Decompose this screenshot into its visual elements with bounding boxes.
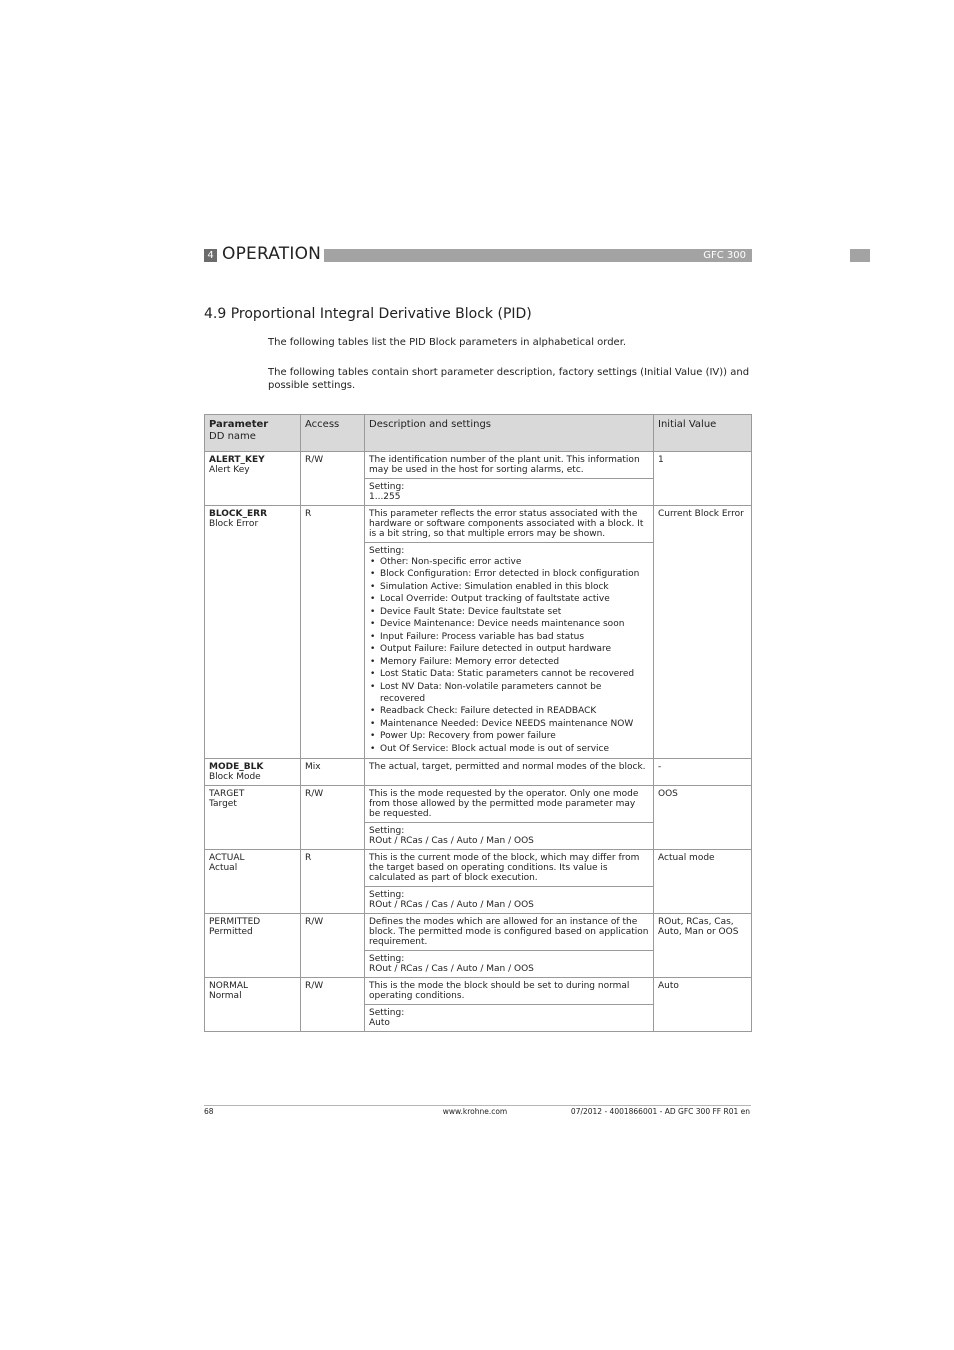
chapter-number: 4 xyxy=(204,249,217,262)
setting-value: ROut / RCas / Cas / Auto / Man / OOS xyxy=(369,900,534,911)
header-initial-value: Initial Value xyxy=(654,415,752,452)
table-row xyxy=(205,506,752,543)
param-cell xyxy=(205,914,301,978)
list-item: • Maintenance Needed: Device NEEDS maintenance NOW xyxy=(380,718,649,730)
product-name: GFC 300 xyxy=(703,250,746,261)
chapter-title: OPERATION xyxy=(222,244,322,264)
settings-cell xyxy=(365,951,654,978)
setting-label: Setting: xyxy=(369,546,405,556)
param-name: NORMAL xyxy=(209,981,249,992)
list-item: • Input Failure: Process variable has bad status xyxy=(380,631,649,643)
setting-label: Setting: xyxy=(369,826,405,837)
initial-value-cell: 1 xyxy=(654,452,752,506)
access-cell: R xyxy=(301,850,365,914)
list-item: • Out Of Service: Block actual mode is out of service xyxy=(380,743,649,755)
list-item: • Memory Failure: Memory error detected xyxy=(380,656,649,668)
param-cell xyxy=(205,452,301,506)
intro-paragraph-2: The following tables contain short parameter description, factory settings (Initial Value (IV)) and possible settings. xyxy=(268,367,750,391)
table-row xyxy=(205,759,752,786)
setting-value: ROut / RCas / Cas / Auto / Man / OOS xyxy=(369,964,534,975)
description-cell: This parameter reflects the error status associated with the hardware or software components associated with a block. It is a bit string, so that multiple errors may be shown. xyxy=(365,506,654,543)
initial-value-cell: Auto xyxy=(654,978,752,1032)
header-parameter xyxy=(205,415,301,452)
description-cell: This is the mode the block should be set to during normal operating conditions. xyxy=(365,978,654,1005)
table-row xyxy=(205,914,752,951)
access-cell: R/W xyxy=(301,786,365,850)
param-cell xyxy=(205,978,301,1032)
setting-label: Setting: xyxy=(369,954,405,965)
setting-value: ROut / RCas / Cas / Auto / Man / OOS xyxy=(369,836,534,847)
header-description: Description and settings xyxy=(365,415,654,452)
parameter-table xyxy=(204,414,752,1032)
footer-doc-reference: 07/2012 - 4001866001 - AD GFC 300 FF R01 en xyxy=(570,1107,750,1116)
description-cell: The actual, target, permitted and normal modes of the block. xyxy=(365,759,654,786)
description-cell: The identification number of the plant unit. This information may be used in the host for sorting alarms, etc. xyxy=(365,452,654,479)
description-cell: Defines the modes which are allowed for an instance of the block. The permitted mode is configured based on application requirement. xyxy=(365,914,654,951)
param-name: BLOCK_ERR xyxy=(209,509,268,519)
param-dd-name: Actual xyxy=(209,863,238,874)
param-cell xyxy=(205,786,301,850)
access-cell: R xyxy=(301,506,365,759)
param-cell xyxy=(205,850,301,914)
param-dd-name: Permitted xyxy=(209,927,253,938)
initial-value-cell: - xyxy=(654,759,752,786)
header-access: Access xyxy=(301,415,365,452)
initial-value-cell: OOS xyxy=(654,786,752,850)
param-dd-name: Target xyxy=(209,799,237,810)
settings-cell xyxy=(365,543,654,759)
header-corner-marker xyxy=(850,249,870,262)
table-row xyxy=(205,978,752,1005)
list-item: • Other: Non-specific error active xyxy=(380,556,649,568)
table-row xyxy=(205,850,752,887)
settings-cell xyxy=(365,479,654,506)
access-cell: R/W xyxy=(301,978,365,1032)
intro-paragraph-1: The following tables list the PID Block parameters in alphabetical order. xyxy=(268,337,627,348)
setting-label: Setting: xyxy=(369,1008,405,1019)
param-cell xyxy=(205,759,301,786)
list-item: • Power Up: Recovery from power failure xyxy=(380,730,649,742)
settings-cell xyxy=(365,823,654,850)
list-item: • Simulation Active: Simulation enabled in this block xyxy=(380,581,649,593)
table-row xyxy=(205,786,752,823)
setting-label: Setting: xyxy=(369,482,405,492)
footer-website: www.krohne.com xyxy=(442,1107,508,1116)
param-dd-name: Block Error xyxy=(209,519,259,529)
access-cell: Mix xyxy=(301,759,365,786)
access-cell: R/W xyxy=(301,914,365,978)
header-dd-name-label: DD name xyxy=(209,431,256,442)
initial-value-cell: Current Block Error xyxy=(654,506,752,759)
setting-label: Setting: xyxy=(369,890,405,901)
list-item: • Readback Check: Failure detected in READBACK xyxy=(380,705,649,717)
list-item: • Local Override: Output tracking of faultstate active xyxy=(380,593,649,605)
description-cell: This is the mode requested by the operator. Only one mode from those allowed by the permitted mode parameter may be requested. xyxy=(365,786,654,823)
list-item: • Block Configuration: Error detected in block configuration xyxy=(380,568,649,580)
initial-value-cell: Actual mode xyxy=(654,850,752,914)
description-cell: This is the current mode of the block, which may differ from the target based on operating conditions. Its value is calculated as part of block execution. xyxy=(365,850,654,887)
list-item: • Lost Static Data: Static parameters cannot be recovered xyxy=(380,668,649,680)
list-item: • Lost NV Data: Non-volatile parameters cannot be recovered xyxy=(380,681,649,706)
param-dd-name: Alert Key xyxy=(209,465,250,475)
initial-value-cell: ROut, RCas, Cas, Auto, Man or OOS xyxy=(654,914,752,978)
table-header-row xyxy=(205,415,752,452)
setting-value: Auto xyxy=(369,1018,390,1029)
param-cell xyxy=(205,506,301,759)
header-parameter-label: Parameter xyxy=(209,419,269,430)
setting-value: 1...255 xyxy=(369,492,401,502)
section-title: 4.9 Proportional Integral Derivative Block (PID) xyxy=(204,306,532,322)
list-item: • Device Maintenance: Device needs maintenance soon xyxy=(380,618,649,630)
table-row xyxy=(205,452,752,479)
settings-cell xyxy=(365,887,654,914)
list-item: • Device Fault State: Device faultstate set xyxy=(380,606,649,618)
error-bit-list xyxy=(369,556,649,755)
footer-divider xyxy=(204,1105,751,1106)
settings-cell xyxy=(365,1005,654,1032)
list-item: • Output Failure: Failure detected in output hardware xyxy=(380,643,649,655)
page-number: 68 xyxy=(204,1107,214,1116)
access-cell: R/W xyxy=(301,452,365,506)
param-name: ACTUAL xyxy=(209,853,245,864)
param-name: PERMITTED xyxy=(209,917,261,928)
param-name: ALERT_KEY xyxy=(209,455,265,465)
header-bar xyxy=(324,249,752,262)
param-name: TARGET xyxy=(209,789,245,800)
param-dd-name: Normal xyxy=(209,991,242,1002)
param-dd-name: Block Mode xyxy=(209,772,261,783)
param-name: MODE_BLK xyxy=(209,762,264,773)
